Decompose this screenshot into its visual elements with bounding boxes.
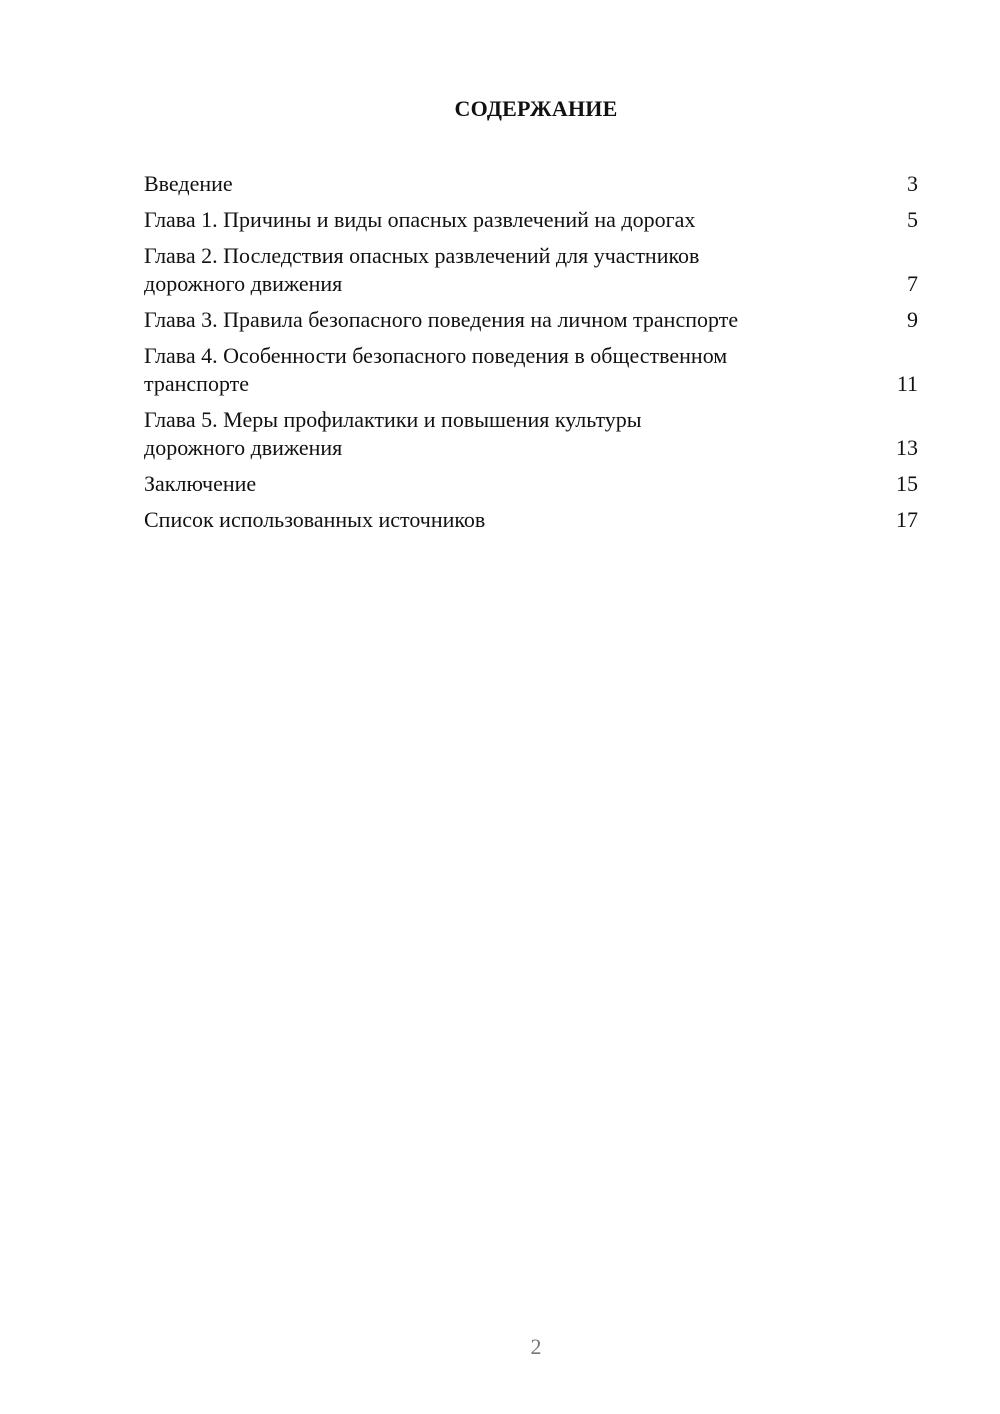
toc-item-label: Глава 3. Правила безопасного поведения на личном транспорте <box>144 307 739 332</box>
toc-item-conclusion <box>144 470 918 498</box>
toc-item-chapter-5 <box>144 406 918 462</box>
toc-item-references <box>144 506 918 534</box>
table-of-contents <box>144 170 918 542</box>
toc-item-label: Глава 1. Причины и виды опасных развлечений на дорогах <box>144 207 696 232</box>
toc-item-page-number: 7 <box>907 271 918 296</box>
toc-item-chapter-4 <box>144 342 918 398</box>
toc-item-label: Глава 2. Последствия опасных развлечений для участников дорожного движения <box>144 243 700 296</box>
toc-item-page-number: 11 <box>896 371 918 396</box>
toc-item-chapter-2 <box>144 242 918 298</box>
toc-item-page-number: 9 <box>907 307 918 332</box>
page-number: 2 <box>530 1334 542 1359</box>
toc-item-introduction <box>144 170 918 198</box>
toc-item-chapter-1 <box>144 206 918 234</box>
toc-item-page-number: 15 <box>896 471 918 496</box>
toc-item-chapter-3 <box>144 306 918 334</box>
toc-title: СОДЕРЖАНИЕ <box>454 96 618 121</box>
toc-item-label: Глава 4. Особенности безопасного поведения в общественном транспорте <box>144 343 728 396</box>
toc-item-page-number: 3 <box>907 171 918 196</box>
toc-item-label: Введение <box>144 171 233 196</box>
toc-item-label: Список использованных источников <box>144 507 486 532</box>
toc-item-page-number: 13 <box>896 435 918 460</box>
toc-item-label: Заключение <box>144 471 257 496</box>
toc-item-label: Глава 5. Меры профилактики и повышения культуры дорожного движения <box>144 407 642 460</box>
toc-item-page-number: 5 <box>907 207 918 232</box>
toc-item-page-number: 17 <box>896 507 918 532</box>
